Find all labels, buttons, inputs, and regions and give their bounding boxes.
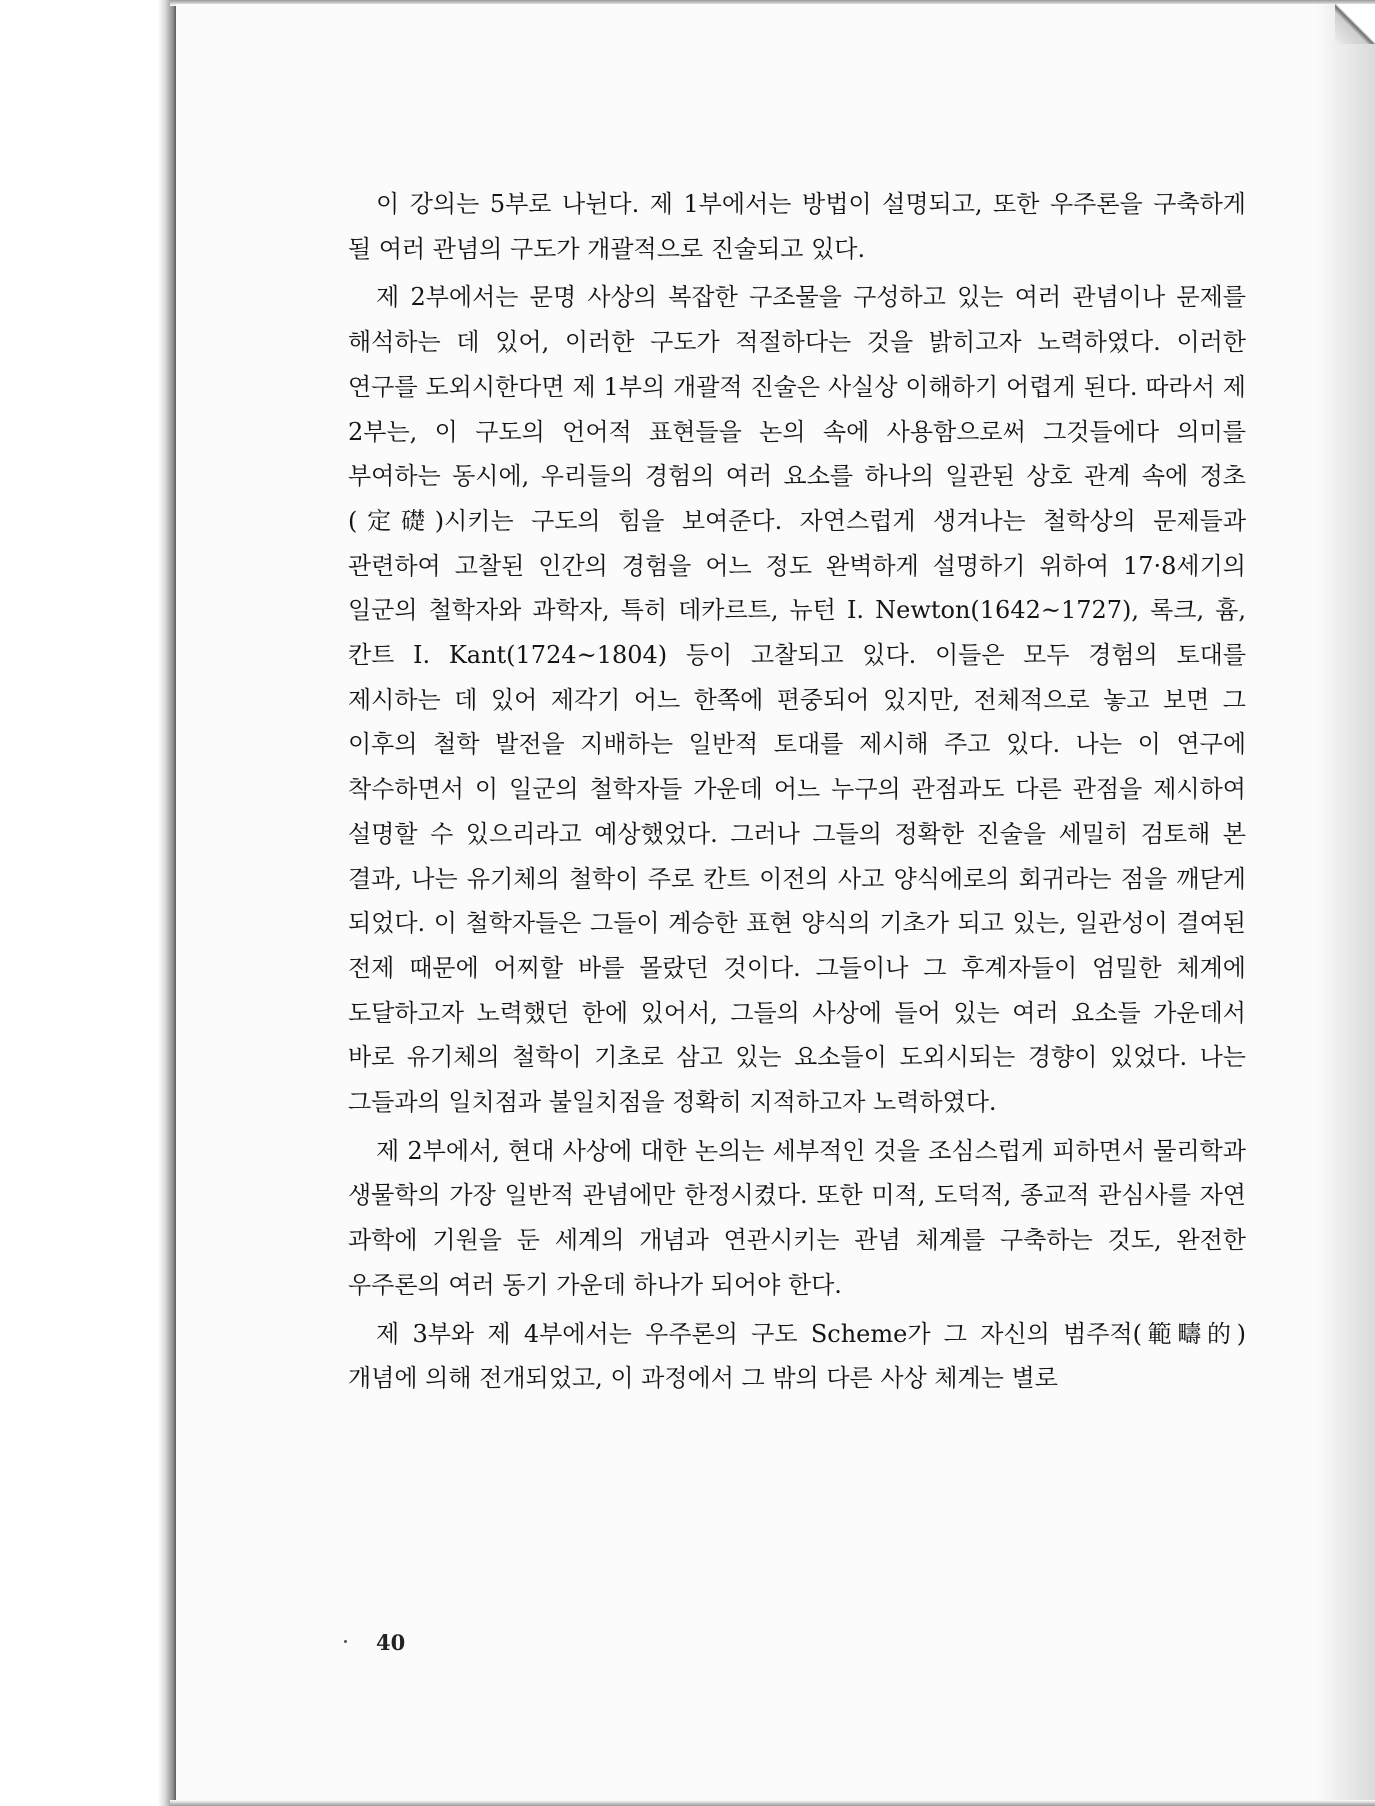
paragraph-3: 제 2부에서, 현대 사상에 대한 논의는 세부적인 것을 조심스럽게 피하면서 물리학과 생물학의 가장 일반적 관념에만 한정시켰다. 또한 미적, 도덕적, 종교적 관심사를 자연 과학에 기원을 둔 세계의 개념과 연관시키는 관념 체계를 구축하는 것도, 완전한 우주론의 여러 동기 가운데 하나가 되어야 한다. [348,1136,1246,1299]
page-binding-shadow [158,0,176,1806]
page-edge-bottom [170,1800,1375,1806]
paragraph-4: 제 3부와 제 4부에서는 우주론의 구도 Scheme가 그 자신의 범주적(範疇的) 개념에 의해 전개되었고, 이 과정에서 그 밖의 다른 사상 체계는 별로 [348,1319,1246,1393]
page-margin-dot [344,1640,347,1643]
paragraph-2: 제 2부에서는 문명 사상의 복잡한 구조물을 구성하고 있는 여러 관념이나 문제를 해석하는 데 있어, 이러한 구도가 적절하다는 것을 밝히고자 노력하였다. 이러한 연구를 도외시한다면 제 1부의 개괄적 진술은 사실상 이해하기 어렵게 된다. 따라서 제 2부는, 이 구도의 언어적 표현들을 논의 속에 사용함으로써 그것들에다 의미를 부여하는 동시에, 우리들의 경험의 여러 요소를 하나의 일관된 상호 관계 속에 정초(定礎)시키는 구도의 힘을 보여준다. 자연스럽게 생겨나는 철학상의 문제들과 관련하여 고찰된 인간의 경험을 어느 정도 완벽하게 설명하기 위하여 17·8세기의 일군의 철학자와 과학자, 특히 데카르트, 뉴턴 I. Newton(1642~1727), 록크, 흄, 칸트 I. Kant(1724~1804) 등이 고찰되고 있다. 이들은 모두 경험의 토대를 제시하는 데 있어 제각기 어느 한쪽에 편중되어 있지만, 전체적으로 놓고 보면 그 이후의 철학 발전을 지배하는 일반적 토대를 제시해 주고 있다. 나는 이 연구에 착수하면서 이 일군의 철학자들 가운데 어느 누구의 관점과도 다른 관점을 제시하여 설명할 수 있으리라고 예상했었다. 그러나 그들의 정확한 진술을 세밀히 검토해 본 결과, 나는 유기체의 철학이 주로 칸트 이전의 사고 양식에로의 회귀라는 점을 깨닫게 되었다. 이 철학자들은 그들이 계승한 표현 양식의 기초가 되고 있는, 일관성이 결여된 전제 때문에 어찌할 바를 몰랐던 것이다. 그들이나 그 후계자들이 엄밀한 체계에 도달하고자 노력했던 한에 있어서, 그들의 사상에 들어 있는 여러 요소들 가운데서 바로 유기체의 철학이 기초로 삼고 있는 요소들이 도외시되는 경향이 있었다. 나는 그들과의 일치점과 불일치점을 정확히 지적하고자 노력하였다. [348,283,1246,1117]
document-page[interactable] [176,4,1375,1800]
body-text [348,182,1246,1405]
page-corner-fold [1335,4,1375,44]
page-number: 40 [376,1630,406,1655]
paragraph-1: 이 강의는 5부로 나뉜다. 제 1부에서는 방법이 설명되고, 또한 우주론을 구축하게 될 여러 관념의 구도가 개괄적으로 진술되고 있다. [348,190,1246,263]
page-right-shade [1315,4,1375,1800]
